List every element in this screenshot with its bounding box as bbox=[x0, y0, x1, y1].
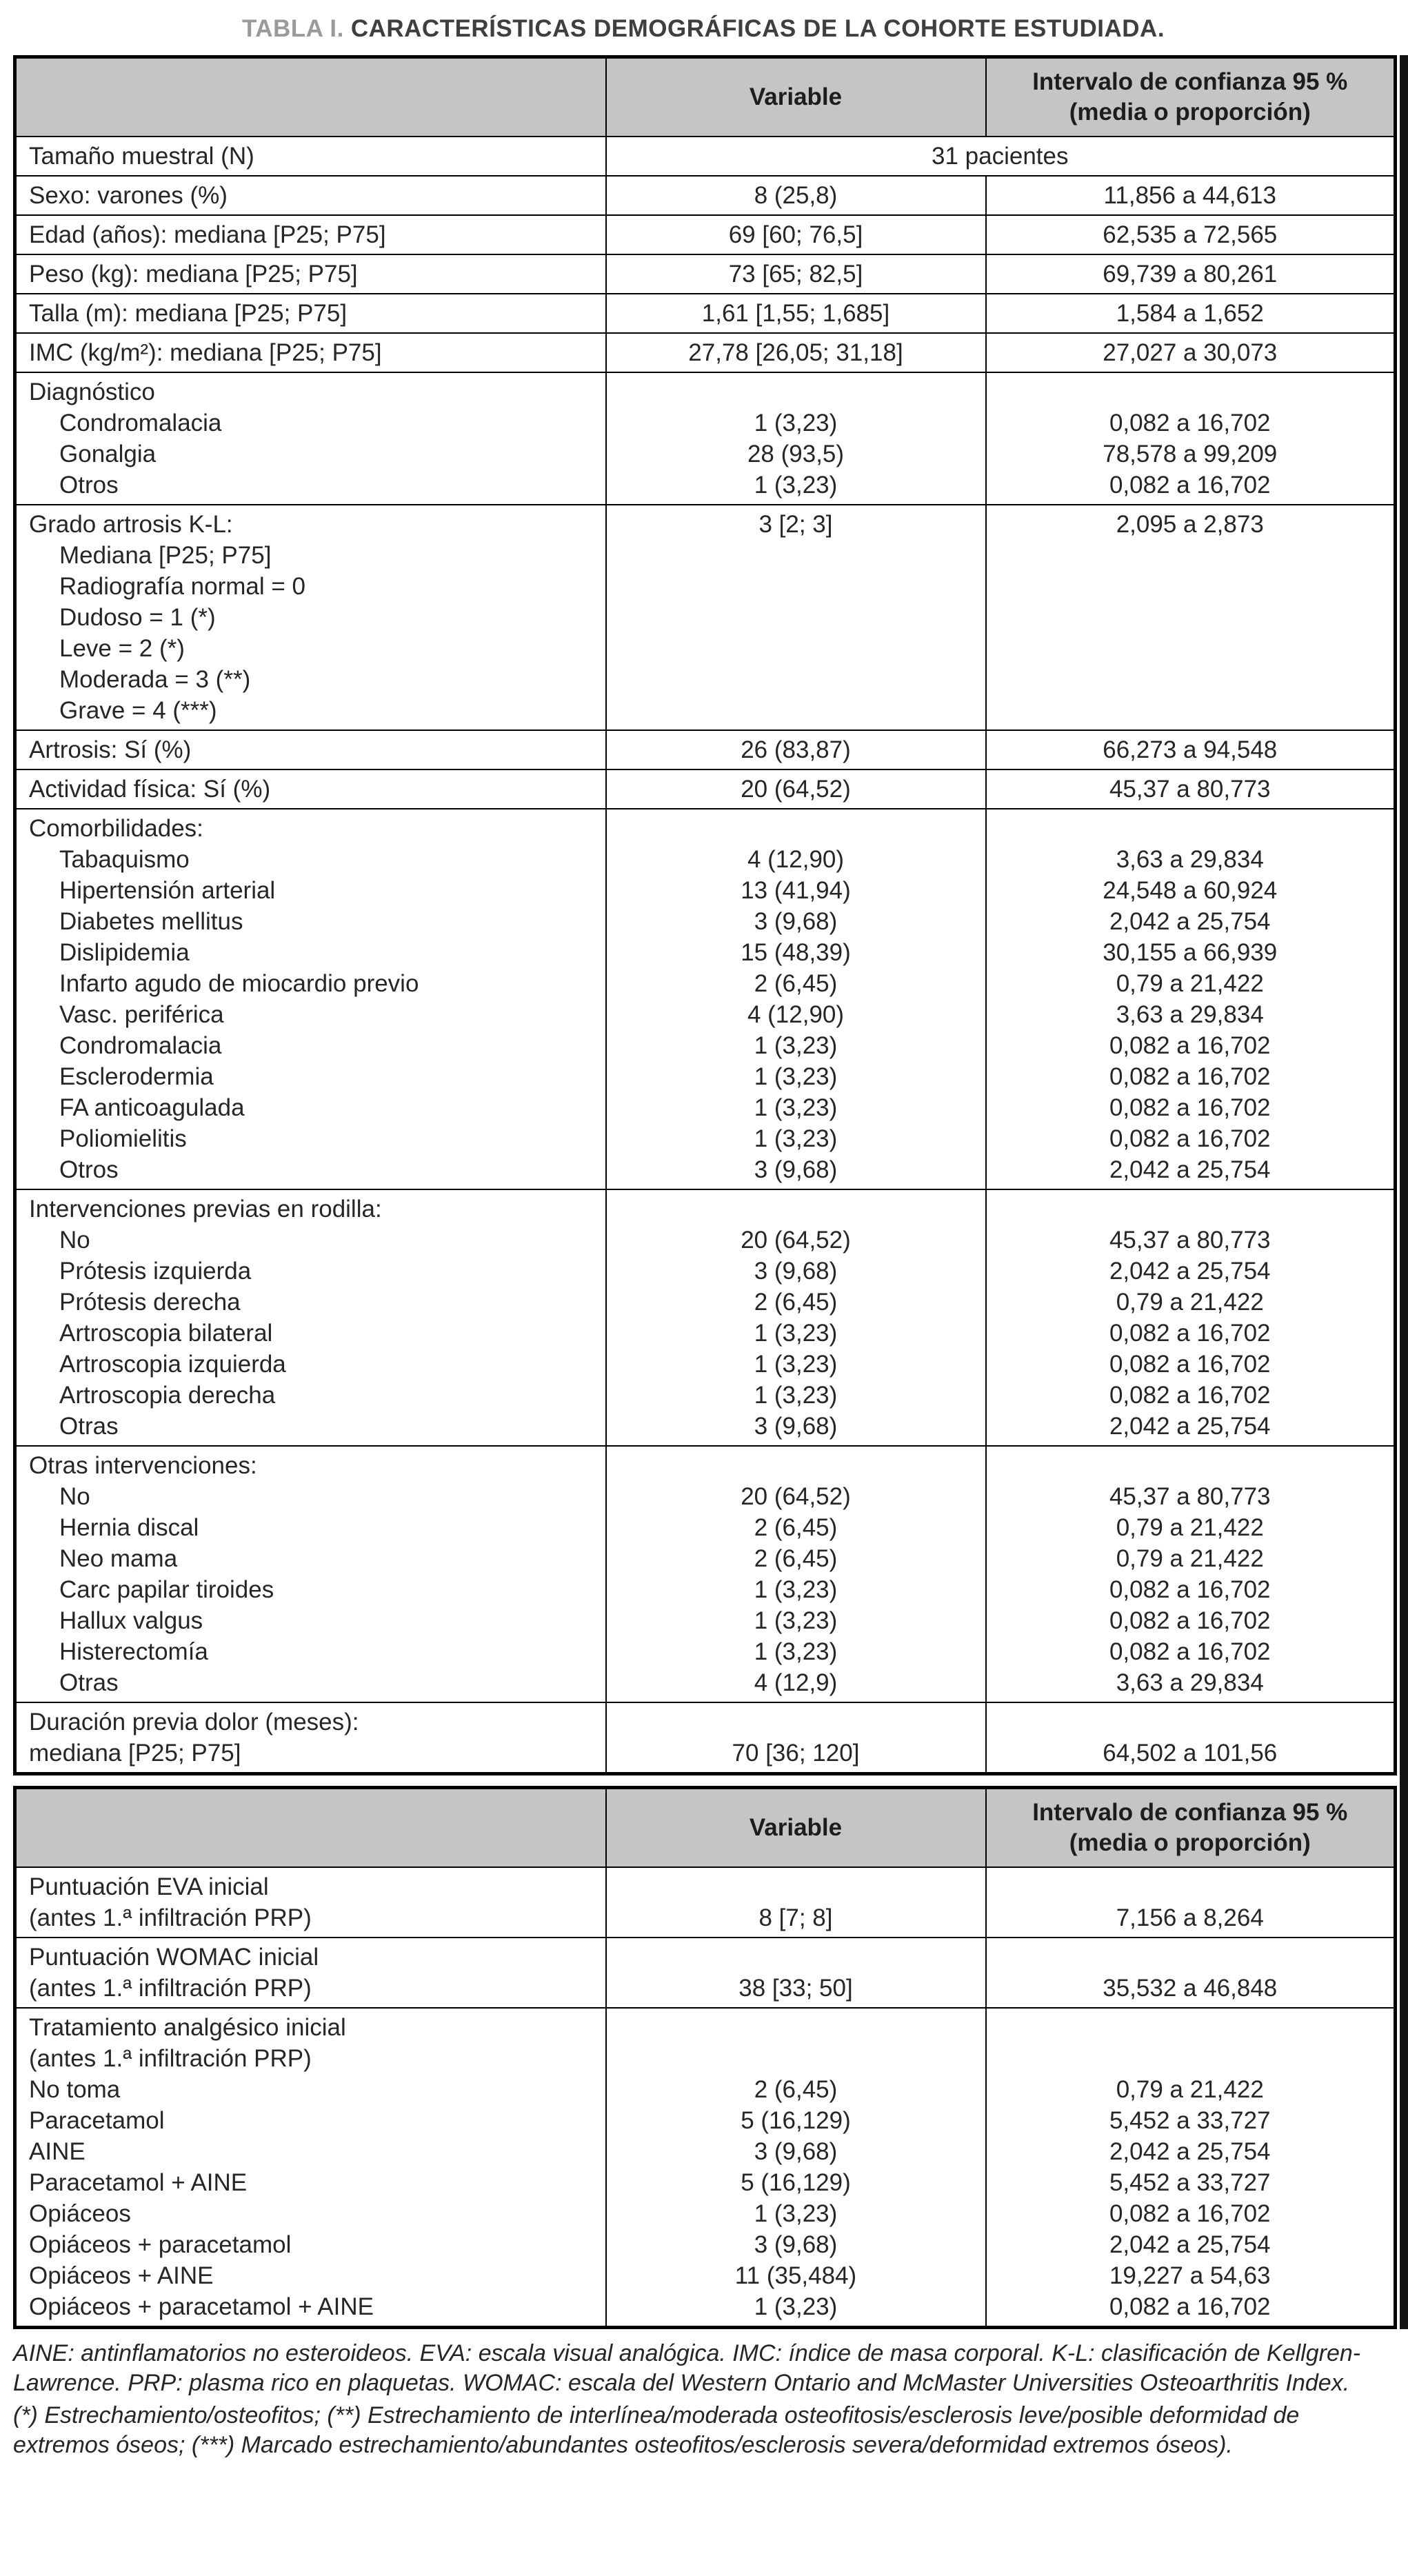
cell-line bbox=[619, 813, 973, 844]
row-label-cell bbox=[15, 2008, 606, 2328]
cell-line: 73 [65; 82,5] bbox=[728, 261, 863, 288]
cell-line: 4 (12,90) bbox=[747, 1001, 845, 1028]
cell-line: (antes 1.ª infiltración PRP) bbox=[29, 2045, 312, 2072]
cell-line: 62,535 a 72,565 bbox=[1103, 221, 1278, 248]
cell-line: Dislipidemia bbox=[59, 939, 190, 966]
cell-line: 1 (3,23) bbox=[754, 410, 838, 436]
cell-line: Tratamiento analgésico inicial bbox=[29, 2014, 346, 2041]
cell-line: Moderada = 3 (**) bbox=[59, 666, 251, 693]
row-label-cell bbox=[15, 215, 606, 254]
cell-line: 1 (3,23) bbox=[754, 1607, 838, 1634]
cell-line: 4 (12,90) bbox=[747, 846, 845, 873]
cell-line: Paracetamol bbox=[29, 2107, 165, 2134]
row-label-cell bbox=[15, 1938, 606, 2008]
row-value-cell bbox=[606, 372, 986, 505]
cell-line: Otras bbox=[59, 1669, 119, 1696]
table-title bbox=[13, 15, 1394, 43]
header-ci-line2: (media o proporción) bbox=[1069, 99, 1311, 125]
row-label-cell bbox=[15, 254, 606, 294]
table-row bbox=[15, 505, 1396, 730]
row-value-cell bbox=[606, 769, 986, 809]
cell-line: Hallux valgus bbox=[59, 1607, 203, 1634]
cell-line: Opiáceos + paracetamol + AINE bbox=[29, 2293, 374, 2320]
cell-line: 1 (3,23) bbox=[754, 1576, 838, 1603]
cell-line: 3 (9,68) bbox=[754, 2231, 838, 2258]
header-row bbox=[15, 57, 1396, 137]
table-row bbox=[15, 254, 1396, 294]
cell-line: Grado artrosis K-L: bbox=[29, 511, 233, 538]
cell-line: 3 (9,68) bbox=[754, 908, 838, 935]
row-ci-cell bbox=[986, 1446, 1396, 1702]
row-value-cell bbox=[606, 137, 1396, 176]
cell-line: 0,082 a 16,702 bbox=[1109, 1576, 1271, 1603]
table-row bbox=[15, 730, 1396, 769]
cell-line bbox=[619, 2043, 973, 2074]
cell-line: Otros bbox=[59, 472, 119, 499]
cell-line: AINE bbox=[29, 2138, 86, 2165]
header-empty-cell bbox=[15, 1788, 606, 1868]
cell-line: Artroscopia izquierda bbox=[59, 1351, 286, 1378]
cell-line: 1 (3,23) bbox=[754, 1320, 838, 1347]
cell-line: 0,082 a 16,702 bbox=[1109, 2293, 1271, 2320]
row-label-cell bbox=[15, 505, 606, 730]
cell-line: 1 (3,23) bbox=[754, 1638, 838, 1665]
cell-line: Prótesis derecha bbox=[59, 1289, 241, 1316]
cell-line: 1 (3,23) bbox=[754, 1382, 838, 1409]
table-title-label: TABLA I. bbox=[241, 15, 344, 42]
cell-line: 1 (3,23) bbox=[754, 1032, 838, 1059]
cell-line: 11,856 a 44,613 bbox=[1103, 182, 1276, 209]
cell-line bbox=[999, 1450, 1382, 1481]
cell-line: 5,452 a 33,727 bbox=[1109, 2169, 1271, 2196]
cell-line: 2,042 a 25,754 bbox=[1109, 1258, 1271, 1285]
cell-line: 0,082 a 16,702 bbox=[1109, 1607, 1271, 1634]
cell-line: Artroscopia bilateral bbox=[59, 1320, 273, 1347]
cell-line: Radiografía normal = 0 bbox=[59, 573, 306, 600]
cell-line: 20 (64,52) bbox=[741, 1227, 851, 1254]
cell-line: 4 (12,9) bbox=[754, 1669, 838, 1696]
cell-line: 0,082 a 16,702 bbox=[1109, 1320, 1271, 1347]
cell-line: 0,79 a 21,422 bbox=[1116, 1545, 1264, 1572]
row-ci-cell bbox=[986, 769, 1396, 809]
cell-line: Puntuación EVA inicial bbox=[29, 1873, 269, 1900]
row-value-cell bbox=[606, 176, 986, 215]
row-ci-cell bbox=[986, 730, 1396, 769]
header-ci-line1: Intervalo de confianza 95 % bbox=[1032, 1799, 1348, 1826]
cell-line: IMC (kg/m²): mediana [P25; P75] bbox=[29, 339, 382, 366]
cell-line: 27,78 [26,05; 31,18] bbox=[688, 339, 903, 366]
row-label-cell bbox=[15, 730, 606, 769]
header-confidence-interval bbox=[986, 57, 1396, 137]
row-value-cell bbox=[606, 1446, 986, 1702]
row-value-cell bbox=[606, 254, 986, 294]
cell-line bbox=[619, 1194, 973, 1225]
table-row bbox=[15, 333, 1396, 372]
cell-line: Prótesis izquierda bbox=[59, 1258, 252, 1285]
row-ci-cell bbox=[986, 254, 1396, 294]
cell-line: Condromalacia bbox=[59, 1032, 222, 1059]
cell-line: (antes 1.ª infiltración PRP) bbox=[29, 1904, 312, 1931]
table-row bbox=[15, 294, 1396, 333]
cell-line: Histerectomía bbox=[59, 1638, 208, 1665]
row-value-cell bbox=[606, 1702, 986, 1774]
cell-line bbox=[619, 1450, 973, 1481]
cell-line: Dudoso = 1 (*) bbox=[59, 604, 216, 631]
cell-line: 0,082 a 16,702 bbox=[1109, 1382, 1271, 1409]
cell-line: 1 (3,23) bbox=[754, 1063, 838, 1090]
header-ci-line2: (media o proporción) bbox=[1069, 1829, 1311, 1856]
cell-line: Opiáceos bbox=[29, 2200, 131, 2227]
cell-line: mediana [P25; P75] bbox=[29, 1740, 241, 1767]
row-ci-cell bbox=[986, 333, 1396, 372]
cell-line: 2,042 a 25,754 bbox=[1109, 2138, 1271, 2165]
cell-line: 0,082 a 16,702 bbox=[1109, 1351, 1271, 1378]
row-label-cell bbox=[15, 1867, 606, 1938]
cell-line: 2,042 a 25,754 bbox=[1109, 1156, 1271, 1183]
cell-line: Hernia discal bbox=[59, 1514, 199, 1541]
cell-line: 2,042 a 25,754 bbox=[1109, 1413, 1271, 1440]
row-value-cell bbox=[606, 2008, 986, 2328]
cell-line: Opiáceos + paracetamol bbox=[29, 2231, 292, 2258]
cell-line: Edad (años): mediana [P25; P75] bbox=[29, 221, 386, 248]
table-row bbox=[15, 1867, 1396, 1938]
cell-line: 28 (93,5) bbox=[747, 441, 845, 467]
cell-line: 45,37 a 80,773 bbox=[1109, 1483, 1271, 1510]
cell-line: 64,502 a 101,56 bbox=[1103, 1740, 1278, 1767]
cell-line: 3 (9,68) bbox=[754, 1413, 838, 1440]
cell-line: FA anticoagulada bbox=[59, 1094, 245, 1121]
cell-line: Tamaño muestral (N) bbox=[29, 143, 254, 170]
cell-line: 0,082 a 16,702 bbox=[1109, 410, 1271, 436]
cell-line: 0,79 a 21,422 bbox=[1116, 2076, 1264, 2103]
cell-line: 0,79 a 21,422 bbox=[1116, 1289, 1264, 1316]
row-value-cell bbox=[606, 215, 986, 254]
cell-line: 3,63 a 29,834 bbox=[1116, 1001, 1264, 1028]
row-label-cell bbox=[15, 333, 606, 372]
table-row bbox=[15, 809, 1396, 1189]
row-value-cell bbox=[606, 333, 986, 372]
cell-line: Mediana [P25; P75] bbox=[59, 542, 272, 569]
row-ci-cell bbox=[986, 1702, 1396, 1774]
cell-line: 20 (64,52) bbox=[741, 1483, 851, 1510]
cell-line: 2 (6,45) bbox=[754, 1545, 838, 1572]
table-body bbox=[15, 137, 1396, 1774]
cell-line: 45,37 a 80,773 bbox=[1109, 776, 1271, 803]
cell-line: 2 (6,45) bbox=[754, 2076, 838, 2103]
table-row bbox=[15, 176, 1396, 215]
cell-line: 70 [36; 120] bbox=[732, 1740, 860, 1767]
cell-line: 1 (3,23) bbox=[754, 472, 838, 499]
cell-line: 5,452 a 33,727 bbox=[1109, 2107, 1271, 2134]
row-label-cell bbox=[15, 176, 606, 215]
cell-line: 15 (48,39) bbox=[741, 939, 851, 966]
table-row bbox=[15, 1938, 1396, 2008]
cell-line: 3,63 a 29,834 bbox=[1116, 1669, 1264, 1696]
cell-line: 3,63 a 29,834 bbox=[1116, 846, 1264, 873]
cell-line bbox=[999, 2043, 1382, 2074]
cell-line: No toma bbox=[29, 2076, 121, 2103]
cell-line: 0,79 a 21,422 bbox=[1116, 1514, 1264, 1541]
cell-line: 78,578 a 99,209 bbox=[1103, 441, 1278, 467]
row-value-cell bbox=[606, 505, 986, 730]
cell-line: Diagnóstico bbox=[29, 379, 155, 405]
row-ci-cell bbox=[986, 176, 1396, 215]
cell-line: Otros bbox=[59, 1156, 119, 1183]
cell-line: Actividad física: Sí (%) bbox=[29, 776, 271, 803]
cell-line: Puntuación WOMAC inicial bbox=[29, 1944, 319, 1971]
cell-line: Hipertensión arterial bbox=[59, 877, 276, 904]
row-label-cell bbox=[15, 294, 606, 333]
row-label-cell bbox=[15, 1702, 606, 1774]
header-row bbox=[15, 1788, 1396, 1868]
row-label-cell bbox=[15, 372, 606, 505]
table-row bbox=[15, 215, 1396, 254]
cell-line bbox=[999, 813, 1382, 844]
cell-line: Grave = 4 (***) bbox=[59, 697, 217, 724]
cell-line: No bbox=[59, 1227, 90, 1254]
cell-line bbox=[619, 376, 973, 407]
cell-line: Diabetes mellitus bbox=[59, 908, 243, 935]
cell-line: 2,042 a 25,754 bbox=[1109, 908, 1271, 935]
table-row bbox=[15, 2008, 1396, 2328]
row-ci-cell bbox=[986, 2008, 1396, 2328]
row-ci-cell bbox=[986, 215, 1396, 254]
cell-line: Tabaquismo bbox=[59, 846, 190, 873]
table-title-text: CARACTERÍSTICAS DEMOGRÁFICAS DE LA COHORTE ESTUDIADA. bbox=[350, 15, 1165, 42]
cell-line: 30,155 a 66,939 bbox=[1103, 939, 1278, 966]
cell-line: Sexo: varones (%) bbox=[29, 182, 228, 209]
cell-line: 20 (64,52) bbox=[741, 776, 851, 803]
cell-line: 2 (6,45) bbox=[754, 1289, 838, 1316]
cell-line: (antes 1.ª infiltración PRP) bbox=[29, 1975, 312, 2002]
cell-line: 3 (9,68) bbox=[754, 1156, 838, 1183]
cell-line: 0,082 a 16,702 bbox=[1109, 1125, 1271, 1152]
row-ci-cell bbox=[986, 1867, 1396, 1938]
row-value-cell bbox=[606, 809, 986, 1189]
header-empty-cell bbox=[15, 57, 606, 137]
cell-line: 24,548 a 60,924 bbox=[1103, 877, 1278, 904]
cell-line: Gonalgia bbox=[59, 441, 157, 467]
tables-wrapper bbox=[13, 55, 1408, 2329]
cell-line: 69,739 a 80,261 bbox=[1103, 261, 1278, 288]
cell-line: Esclerodermia bbox=[59, 1063, 214, 1090]
cell-line: 2,042 a 25,754 bbox=[1109, 2231, 1271, 2258]
cell-line: 2 (6,45) bbox=[754, 1514, 838, 1541]
row-value-cell bbox=[606, 1938, 986, 2008]
cell-line: 69 [60; 76,5] bbox=[728, 221, 863, 248]
cell-line: 26 (83,87) bbox=[741, 736, 851, 763]
footnotes bbox=[13, 2339, 1394, 2460]
header-confidence-interval bbox=[986, 1788, 1396, 1868]
cell-line: 7,156 a 8,264 bbox=[1116, 1904, 1264, 1931]
cell-line: 0,082 a 16,702 bbox=[1109, 1094, 1271, 1121]
row-ci-cell bbox=[986, 505, 1396, 730]
cell-line: Intervenciones previas en rodilla: bbox=[29, 1196, 382, 1222]
cell-line: 27,027 a 30,073 bbox=[1103, 339, 1278, 366]
cell-line: 3 (9,68) bbox=[754, 1258, 838, 1285]
row-ci-cell bbox=[986, 1938, 1396, 2008]
cell-line: Carc papilar tiroides bbox=[59, 1576, 274, 1603]
cell-line: 11 (35,484) bbox=[734, 2262, 857, 2289]
cell-line: 31 pacientes bbox=[932, 143, 1069, 170]
footnote-symbols: (*) Estrechamiento/osteofitos; (**) Estrechamiento de interlínea/moderada osteofitosis/esclerosis leve/posible deformidad de extremos óseos; (***) Marcado estrechamiento/abundantes osteofitos/esclerosis severa/deformidad extremos óseos). bbox=[13, 2402, 1300, 2458]
cell-line: 19,227 a 54,63 bbox=[1109, 2262, 1271, 2289]
table-row bbox=[15, 1446, 1396, 1702]
row-label-cell bbox=[15, 769, 606, 809]
table-row bbox=[15, 769, 1396, 809]
row-value-cell bbox=[606, 294, 986, 333]
cell-line: 8 (25,8) bbox=[754, 182, 838, 209]
cell-line: 1,61 [1,55; 1,685] bbox=[701, 300, 890, 327]
cell-line: 0,082 a 16,702 bbox=[1109, 1032, 1271, 1059]
cell-line: 38 [33; 50] bbox=[738, 1975, 853, 2002]
table-row bbox=[15, 372, 1396, 505]
cell-line: Leve = 2 (*) bbox=[59, 635, 185, 662]
cell-line bbox=[619, 2012, 973, 2043]
cell-line: No bbox=[59, 1483, 90, 1510]
table-row bbox=[15, 1189, 1396, 1446]
cell-line: 45,37 a 80,773 bbox=[1109, 1227, 1271, 1254]
cell-line: 3 (9,68) bbox=[754, 2138, 838, 2165]
cell-line bbox=[999, 376, 1382, 407]
cell-line: 1 (3,23) bbox=[754, 2200, 838, 2227]
cell-line: 1 (3,23) bbox=[754, 1351, 838, 1378]
cell-line: 1 (3,23) bbox=[754, 1125, 838, 1152]
demographics-table-part-1 bbox=[13, 55, 1397, 1775]
cell-line: Talla (m): mediana [P25; P75] bbox=[29, 300, 348, 327]
row-label-cell bbox=[15, 809, 606, 1189]
cell-line: Neo mama bbox=[59, 1545, 178, 1572]
cell-line: 5 (16,129) bbox=[741, 2107, 851, 2134]
cell-line: Peso (kg): mediana [P25; P75] bbox=[29, 261, 358, 288]
row-value-cell bbox=[606, 1867, 986, 1938]
cell-line: Otras intervenciones: bbox=[29, 1452, 257, 1479]
cell-line: Poliomielitis bbox=[59, 1125, 187, 1152]
cell-line: 8 [7; 8] bbox=[758, 1904, 833, 1931]
demographics-table-part-2 bbox=[13, 1786, 1397, 2329]
row-ci-cell bbox=[986, 1189, 1396, 1446]
row-label-cell bbox=[15, 137, 606, 176]
cell-line: 0,082 a 16,702 bbox=[1109, 2200, 1271, 2227]
table-row bbox=[15, 1702, 1396, 1774]
cell-line: Otras bbox=[59, 1413, 119, 1440]
cell-line: 1 (3,23) bbox=[754, 1094, 838, 1121]
cell-line bbox=[999, 1194, 1382, 1225]
cell-line: 5 (16,129) bbox=[741, 2169, 851, 2196]
cell-line: 35,532 a 46,848 bbox=[1103, 1975, 1278, 2002]
cell-line: Infarto agudo de miocardio previo bbox=[59, 970, 419, 997]
cell-line: 0,79 a 21,422 bbox=[1116, 970, 1264, 997]
cell-line: 0,082 a 16,702 bbox=[1109, 1638, 1271, 1665]
row-ci-cell bbox=[986, 372, 1396, 505]
cell-line: 1 (3,23) bbox=[754, 2293, 838, 2320]
cell-line: Opiáceos + AINE bbox=[29, 2262, 214, 2289]
row-label-cell bbox=[15, 1446, 606, 1702]
header-variable: Variable bbox=[606, 1788, 986, 1868]
cell-line: Condromalacia bbox=[59, 410, 222, 436]
cell-line: 2 (6,45) bbox=[754, 970, 838, 997]
table-body bbox=[15, 1867, 1396, 2328]
cell-line: Artroscopia derecha bbox=[59, 1382, 276, 1409]
row-ci-cell bbox=[986, 294, 1396, 333]
cell-line: Artrosis: Sí (%) bbox=[29, 736, 192, 763]
cell-line: Comorbilidades: bbox=[29, 815, 203, 842]
cell-line: Paracetamol + AINE bbox=[29, 2169, 248, 2196]
cell-line: 3 [2; 3] bbox=[758, 511, 833, 538]
cell-line: 66,273 a 94,548 bbox=[1103, 736, 1278, 763]
row-value-cell bbox=[606, 1189, 986, 1446]
cell-line: 1,584 a 1,652 bbox=[1116, 300, 1264, 327]
row-value-cell bbox=[606, 730, 986, 769]
footnote-abbreviations: AINE: antinflamatorios no esteroideos. EVA: escala visual analógica. IMC: índice de masa corporal. K-L: clasificación de Kellgren-Lawrence. PRP: plasma rico en plaquetas. WOMAC: escala del Western Ontario and McMaster Universities Osteoarthritis Index. bbox=[13, 2340, 1361, 2396]
row-label-cell bbox=[15, 1189, 606, 1446]
cell-line: 0,082 a 16,702 bbox=[1109, 472, 1271, 499]
cell-line: 0,082 a 16,702 bbox=[1109, 1063, 1271, 1090]
table-row bbox=[15, 137, 1396, 176]
header-ci-line1: Intervalo de confianza 95 % bbox=[1032, 68, 1348, 95]
cell-line: 2,095 a 2,873 bbox=[1116, 511, 1264, 538]
cell-line: Vasc. periférica bbox=[59, 1001, 224, 1028]
header-variable: Variable bbox=[606, 57, 986, 137]
cell-line bbox=[999, 2012, 1382, 2043]
cell-line: Duración previa dolor (meses): bbox=[29, 1709, 359, 1735]
cell-line: 13 (41,94) bbox=[741, 877, 851, 904]
row-ci-cell bbox=[986, 809, 1396, 1189]
